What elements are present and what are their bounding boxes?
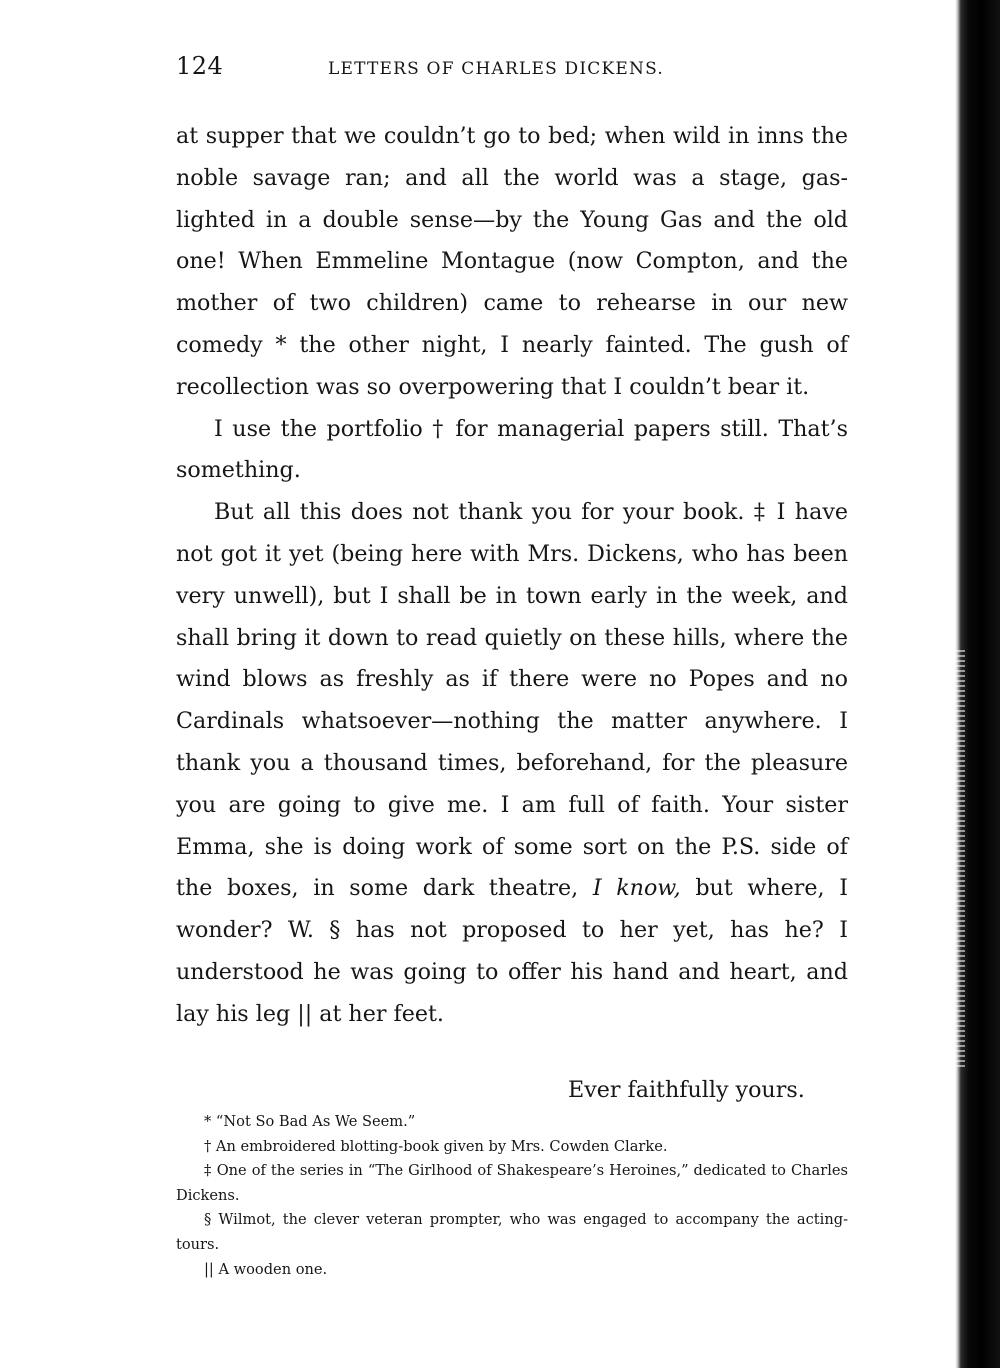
- paragraph-2: I use the portfolio † for managerial papers still. That’s something.: [176, 415, 848, 484]
- running-head: [176, 52, 856, 88]
- footnote-double-dagger: ‡ One of the series in “The Girlhood of Shakespeare’s Heroines,” dedicated to Charles Dickens.: [176, 1162, 848, 1204]
- footnote-asterisk: * “Not So Bad As We Seem.”: [204, 1113, 416, 1130]
- page-edge-speckle: [955, 650, 965, 1070]
- paragraph-3: [176, 492, 848, 1035]
- emphasis-i-know: I know,: [592, 875, 681, 902]
- letter-body: [176, 116, 848, 1036]
- footnote-parallel: || A wooden one.: [204, 1260, 328, 1278]
- paragraph-1: at supper that we couldn’t go to bed; when wild in inns the noble savage ran; and all the world was a stage, gas-lighted in a double sense—by the Young Gas and the old one! When Emmeline Montague (now Compton, and the mother of two children) came to rehearse in our new comedy * the other night, I nearly fainted. The gush of recollection was so overpowering that I couldn’t bear it.: [176, 123, 848, 400]
- letter-closing: Ever faithfully yours.: [568, 1077, 805, 1103]
- page-number: 124: [176, 52, 224, 80]
- footnote-section: § Wilmot, the clever veteran prompter, who was engaged to accompany the acting-tours.: [176, 1211, 848, 1253]
- paragraph-3-text-end: but where, I wonder? W. § has not proposed to her yet, has he? I understood he was going to offer his hand and heart, and lay his leg || at her feet.: [176, 875, 848, 1027]
- footnote-dagger: † An embroidered blotting-book given by Mrs. Cowden Clarke.: [204, 1137, 668, 1155]
- running-title: LETTERS OF CHARLES DICKENS.: [328, 59, 664, 79]
- paragraph-3-text-start: But all this does not thank you for your book. ‡ I have not got it yet (being here with Mrs. Dickens, who has been very unwell), but I shall be in town early in the week, and shall bring it down to read quietly on these hills, where the wind blows as freshly as if there were no Popes and no Cardinals whatsoever—nothing the matter anywhere. I thank you a thousand times, beforehand, for the pleasure you are going to give me. I am full of faith. Your sister Emma, she is doing work of some sort on the P.S. side of the boxes, in some dark theatre,: [176, 499, 848, 902]
- footnotes: [176, 1110, 848, 1282]
